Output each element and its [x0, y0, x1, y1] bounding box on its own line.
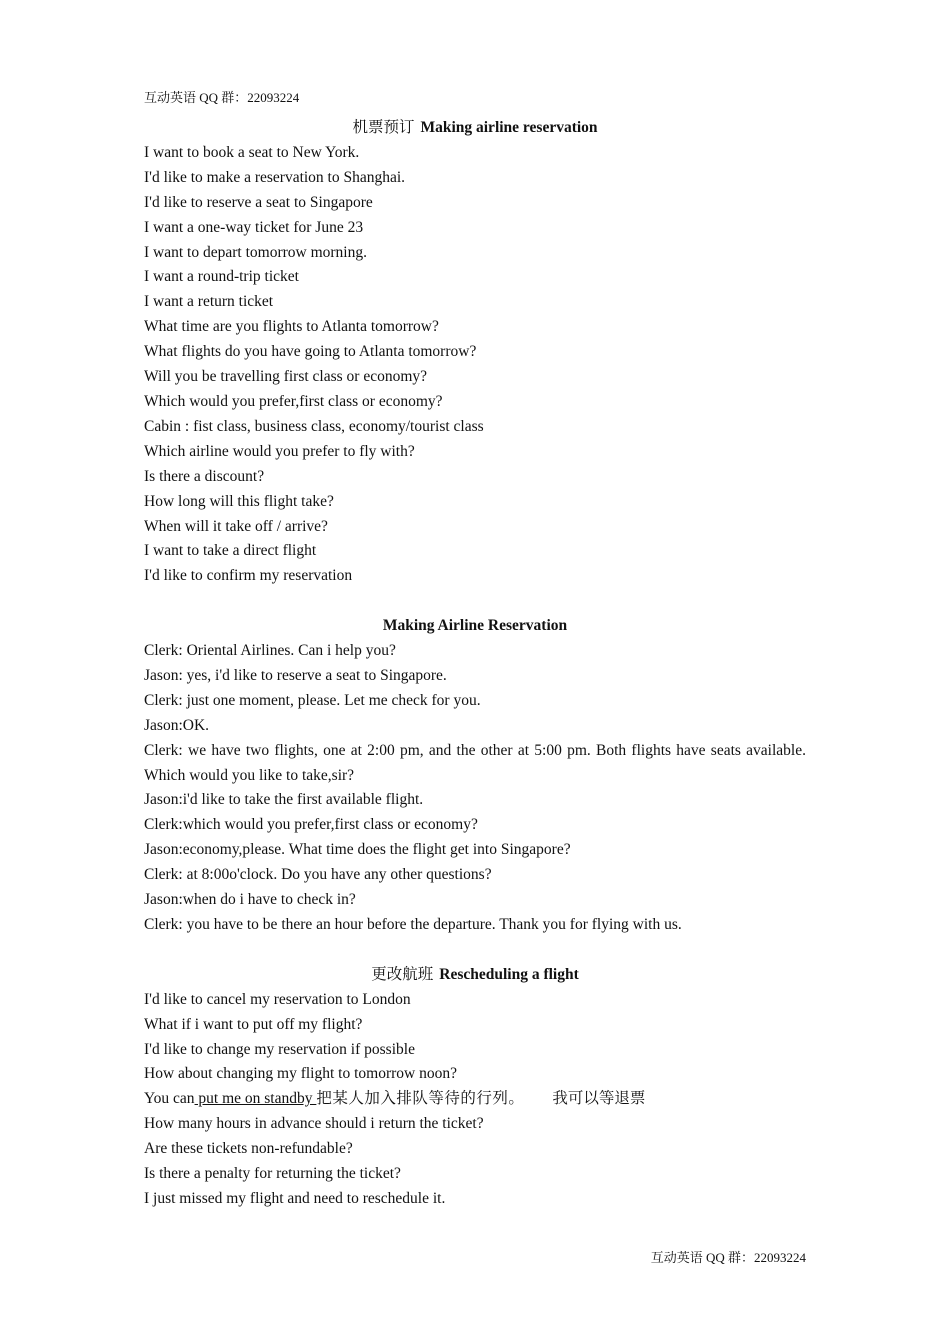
- section-title-cn: 更改航班: [371, 965, 434, 983]
- standby-phrase: put me on standby: [194, 1090, 317, 1108]
- standby-note-cn: 把某人加入排队等待的行列。: [316, 1090, 525, 1108]
- text-line: I'd like to change my reservation if possible: [144, 1040, 415, 1058]
- standby-note-cn-2: 我可以等退票: [552, 1090, 646, 1108]
- text-line: Are these tickets non-refundable?: [144, 1140, 353, 1158]
- text-line: I'd like to cancel my reservation to London: [144, 990, 411, 1008]
- section-title-rescheduling: [144, 963, 806, 988]
- text-line: I'd like to reserve a seat to Singapore: [144, 193, 373, 211]
- section-title-cn: 机票预订: [352, 119, 415, 136]
- document-body: [144, 116, 806, 1212]
- standby-line: [144, 1087, 806, 1112]
- paragraph-gap: [144, 938, 806, 963]
- standby-prefix: You can: [144, 1090, 195, 1108]
- text-line: When will it take off / arrive?: [144, 517, 328, 535]
- text-line: I want to take a direct flight: [144, 542, 317, 560]
- page-footer: 互动英语 QQ 群：22093224: [650, 1250, 806, 1265]
- text-line: I want to depart tomorrow morning.: [144, 243, 367, 261]
- text-line: Cabin : fist class, business class, economy/tourist class: [144, 417, 484, 435]
- dialogue-line: Clerk: Oriental Airlines. Can i help you?: [144, 642, 396, 660]
- text-line: I'd like to make a reservation to Shanghai.: [144, 168, 406, 186]
- dialogue-line: Jason:economy,please. What time does the flight get into Singapore?: [144, 841, 571, 859]
- text-line: I want a return ticket: [144, 293, 274, 311]
- text-line: What time are you flights to Atlanta tomorrow?: [144, 318, 439, 336]
- text-line: Which airline would you prefer to fly with?: [144, 442, 415, 460]
- section-title-dialogue: [144, 614, 806, 639]
- section-title-en: Making airline reservation: [420, 119, 598, 136]
- text-line: Will you be travelling first class or economy?: [144, 368, 428, 386]
- dialogue-line: Clerk: just one moment, please. Let me check for you.: [144, 691, 481, 709]
- text-line: Is there a penalty for returning the ticket?: [144, 1165, 401, 1183]
- text-line: How long will this flight take?: [144, 492, 334, 510]
- section-title-en: Rescheduling a flight: [439, 965, 579, 983]
- paragraph-gap: [144, 589, 806, 614]
- text-line: Which would you prefer,first class or economy?: [144, 392, 443, 410]
- dialogue-line: Clerk: you have to be there an hour before the departure. Thank you for flying with us.: [144, 915, 682, 933]
- text-line: How many hours in advance should i return the ticket?: [144, 1115, 484, 1133]
- text-line: I want a round-trip ticket: [144, 268, 299, 286]
- dialogue-line: Jason:OK.: [144, 716, 210, 734]
- text-line: I want a one-way ticket for June 23: [144, 218, 364, 236]
- text-line: I'd like to confirm my reservation: [144, 567, 353, 585]
- section-title-booking: [144, 116, 806, 141]
- text-line: I want to book a seat to New York.: [144, 143, 360, 161]
- text-line: What flights do you have going to Atlanta tomorrow?: [144, 343, 477, 361]
- section-title-en: Making Airline Reservation: [382, 617, 568, 635]
- dialogue-line: Jason:when do i have to check in?: [144, 891, 356, 909]
- text-line: What if i want to put off my flight?: [144, 1015, 363, 1033]
- text-line: Is there a discount?: [144, 467, 265, 485]
- dialogue-line: Clerk: we have two flights, one at 2:00 pm, and the other at 5:00 pm. Both flights have seats available. Which would you like to take,sir?: [144, 741, 806, 784]
- dialogue-line: Jason: yes, i'd like to reserve a seat to Singapore.: [144, 666, 447, 684]
- dialogue-line: Clerk:which would you prefer,first class or economy?: [144, 816, 478, 834]
- text-line: I just missed my flight and need to reschedule it.: [144, 1189, 446, 1207]
- page-header: 互动英语 QQ 群：22093224: [144, 90, 300, 105]
- dialogue-line: Clerk: at 8:00o'clock. Do you have any other questions?: [144, 866, 492, 884]
- dialogue-line: Jason:i'd like to take the first available flight.: [144, 791, 424, 809]
- text-line: How about changing my flight to tomorrow noon?: [144, 1065, 457, 1083]
